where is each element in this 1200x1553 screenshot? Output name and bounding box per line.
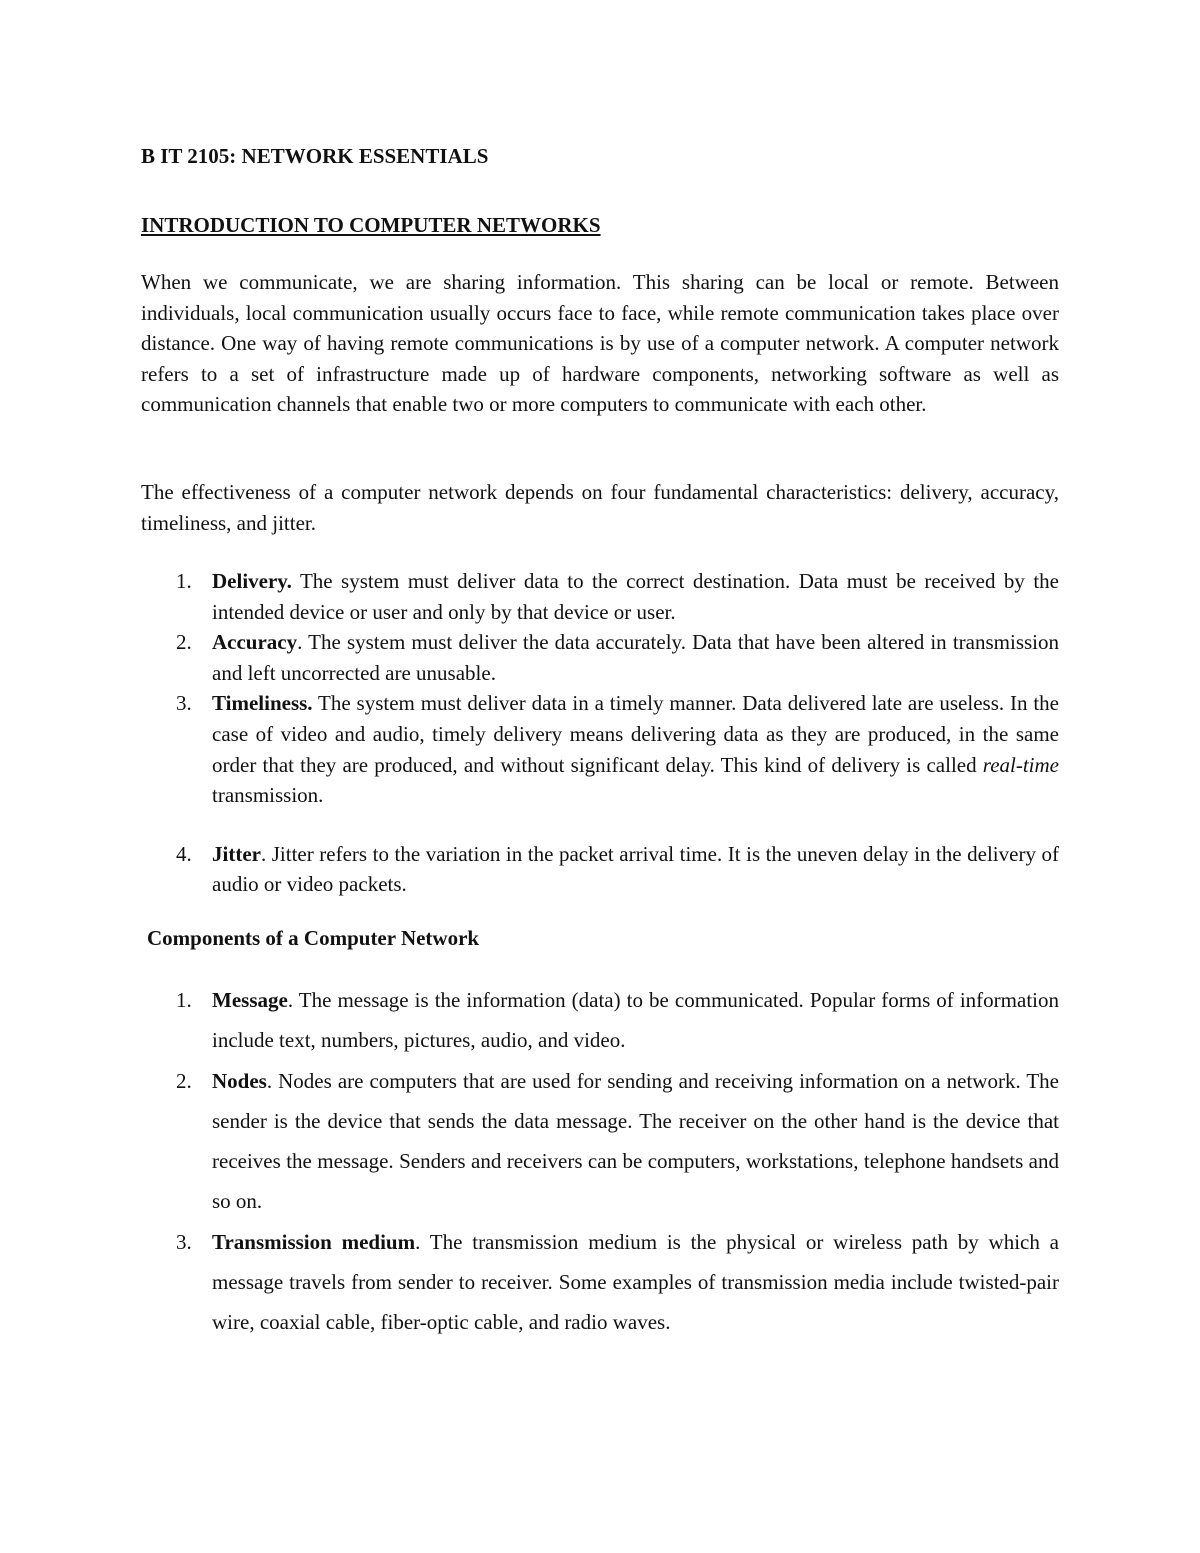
list-item xyxy=(141,980,1059,1061)
characteristics-list xyxy=(141,566,1059,900)
list-text: . The message is the information (data) to be communicated. Popular forms of information include text, numbers, pictures, audio, and video. xyxy=(212,988,1059,1053)
intro-paragraph: When we communicate, we are sharing information. This sharing can be local or remote. Between individuals, local communication usually occurs face to face, while remote communication takes place over distance. One way of having remote communications is by use of a computer network. A computer network refers to a set of infrastructure made up of hardware components, networking software as well as communication channels that enable two or more computers to communicate with each other. xyxy=(141,270,1059,417)
list-italic-term: real-time xyxy=(982,752,1059,777)
list-term: Timeliness. xyxy=(212,691,313,716)
list-number: 2. xyxy=(176,1068,192,1093)
list-item xyxy=(141,627,1059,688)
list-term: Delivery. xyxy=(212,569,292,593)
list-item xyxy=(141,566,1059,627)
components-list xyxy=(141,980,1059,1343)
list-number: 4. xyxy=(176,841,192,866)
list-text: . Nodes are computers that are used for sending and receiving information on a network. The sender is the device that sends the data message. The receiver on the other hand is the device that receives the message. Senders and receivers can be computers, workstations, telephone handsets and so on. xyxy=(212,1068,1059,1214)
list-text: . The transmission medium is the physical or wireless path by which a message travels from sender to receiver. Some examples of transmission media include twisted-pair wire, coaxial cable, fiber-optic cable, and radio waves. xyxy=(212,1229,1059,1335)
components-heading: Components of a Computer Network xyxy=(147,926,480,950)
course-title: B IT 2105: NETWORK ESSENTIALS xyxy=(141,144,489,168)
section-title: INTRODUCTION TO COMPUTER NETWORKS xyxy=(141,213,601,237)
list-term: Message xyxy=(212,988,288,1012)
list-number: 3. xyxy=(176,691,192,716)
list-number: 1. xyxy=(176,569,192,593)
list-text: The system must deliver data in a timely manner. Data delivered late are useless. In the case of video and audio, timely delivery means delivering data as they are produced, in the same order that they are produced, and without significant delay. This kind of delivery is called xyxy=(212,691,1059,777)
list-item xyxy=(141,1061,1059,1222)
list-term: Nodes xyxy=(212,1068,267,1093)
list-number: 1. xyxy=(176,988,192,1012)
list-item xyxy=(141,839,1059,900)
list-number: 2. xyxy=(176,630,192,655)
list-item xyxy=(141,688,1059,810)
list-text: . Jitter refers to the variation in the packet arrival time. It is the uneven delay in the delivery of audio or video packets. xyxy=(212,841,1059,897)
effectiveness-paragraph: The effectiveness of a computer network depends on four fundamental characteristics: delivery, accuracy, timeliness, and jitter. xyxy=(141,480,1059,535)
list-term: Accuracy xyxy=(212,630,298,655)
list-text: . The system must deliver the data accurately. Data that have been altered in transmission and left uncorrected are unusable. xyxy=(212,630,1059,685)
list-item xyxy=(141,1222,1059,1343)
list-term: Transmission medium xyxy=(212,1229,416,1254)
list-text: The system must deliver data to the correct destination. Data must be received by the intended device or user and only by that device or user. xyxy=(212,569,1059,624)
list-text: transmission. xyxy=(212,783,324,808)
list-number: 3. xyxy=(176,1229,192,1254)
list-term: Jitter xyxy=(212,841,261,866)
